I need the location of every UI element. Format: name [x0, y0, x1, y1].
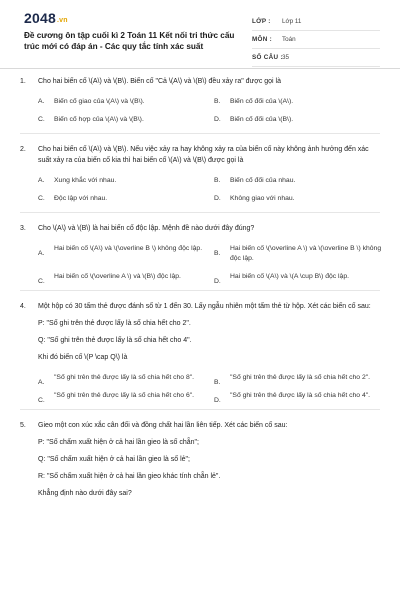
question-stem: Cho \(A\) và \(B\) là hai biến cố độc lập. Mệnh đề nào dưới đây đúng?: [38, 225, 255, 232]
info-label: SỐ CÂU :: [252, 54, 283, 61]
option-text: Không giao với nhau.: [230, 195, 295, 202]
question-3: [0, 223, 400, 285]
option-c[interactable]: [38, 115, 206, 125]
option-letter: C.: [38, 195, 45, 202]
option-letter: C.: [38, 278, 45, 285]
question-4: [0, 301, 400, 404]
question-2: [0, 144, 400, 204]
option-d[interactable]: [214, 194, 382, 204]
question-text: [20, 76, 382, 87]
option-letter: B.: [214, 98, 221, 105]
option-c[interactable]: [38, 391, 206, 404]
option-c[interactable]: [38, 194, 206, 204]
option-letter: B.: [214, 379, 221, 386]
question-stem: Gieo một con xúc xắc cân đối và đồng chất hai lần liên tiếp. Xét các biến cố sau:: [38, 422, 288, 429]
option-text: Biến cố hợp của \(A\) và \(B\).: [54, 116, 144, 123]
question-stem: Cho hai biến cố \(A\) và \(B\). Biến cố "Cả \(A\) và \(B\) đều xảy ra" được gọi là: [38, 78, 282, 85]
page-header: [0, 0, 400, 69]
option-text: Hai biến cố \(A\) và \(\overline B \) không độc lập.: [54, 245, 203, 252]
option-b[interactable]: [214, 97, 382, 107]
question-1: [0, 76, 400, 125]
option-letter: A.: [38, 379, 45, 386]
info-row-question-count: [252, 49, 380, 67]
question-prompt: Khẳng định nào dưới đây sai?: [38, 490, 132, 497]
options: [20, 244, 382, 285]
option-letter: A.: [38, 177, 45, 184]
option-a[interactable]: [38, 373, 206, 386]
info-row-grade: [252, 13, 380, 31]
option-text: "Số ghi trên thẻ được lấy là số chia hết cho 6".: [54, 392, 195, 399]
option-letter: D.: [214, 116, 221, 123]
option-text: "Số ghi trên thẻ được lấy là số chia hết cho 4".: [230, 392, 371, 399]
event-q: Q: "Số chấm xuất hiện ở cả hai lần gieo là số lẻ";: [38, 456, 190, 463]
option-letter: B.: [214, 177, 221, 184]
option-letter: C.: [38, 397, 45, 404]
option-text: Biến cố đối của nhau.: [230, 177, 296, 184]
option-b[interactable]: [214, 373, 382, 386]
question-number: 1.: [20, 78, 26, 85]
question-stem: Một hộp có 30 tấm thẻ được đánh số từ 1 đến 30. Lấy ngẫu nhiên một tấm thẻ từ hộp. Xét các biến cố sau:: [38, 303, 371, 310]
option-d[interactable]: [214, 272, 382, 285]
question-prompt: Khi đó biến cố \(P \cap Q\) là: [38, 354, 128, 361]
option-letter: B.: [214, 250, 221, 257]
option-letter: D.: [214, 397, 221, 404]
option-text: Biến cố giao của \(A\) và \(B\).: [54, 98, 145, 105]
question-number: 2.: [20, 146, 26, 153]
options: [20, 373, 382, 404]
option-text: "Số ghi trên thẻ được lấy là số chia hết cho 2".: [230, 374, 371, 381]
option-text: Biến cố đối của \(A\).: [230, 98, 294, 105]
question-text: [20, 420, 382, 431]
question-stem: Cho hai biến cố \(A\) và \(B\). Nếu việc xảy ra hay không xảy ra của biến cố này không ảnh hưởng đến xác suất xảy ra của biến cố kia thì hai biến cố \(A\) và \(B\) được gọi là: [38, 146, 369, 164]
logo-text: 2048: [24, 10, 56, 26]
question-text: [20, 144, 382, 166]
option-b[interactable]: [214, 244, 382, 264]
option-letter: A.: [38, 98, 45, 105]
info-value: 35: [282, 54, 290, 61]
question-number: 3.: [20, 225, 26, 232]
option-text: Hai biến cố \(A\) và \(A \cup B\) độc lập.: [230, 273, 349, 280]
option-text: Hai biến cố \(\overline A \) và \(\overline B \) không độc lập.: [230, 245, 382, 262]
logo-suffix: .vn: [56, 17, 68, 24]
option-letter: C.: [38, 116, 45, 123]
option-text: "Số ghi trên thẻ được lấy là số chia hết cho 8".: [54, 374, 195, 381]
info-label: LỚP :: [252, 18, 271, 25]
question-5: [0, 420, 400, 499]
event-r: R: "Số chấm xuất hiện ở cả hai lần gieo khác tính chẵn lẻ".: [38, 473, 221, 480]
option-c[interactable]: [38, 272, 206, 285]
option-letter: D.: [214, 195, 221, 202]
options: [20, 176, 382, 204]
document-title: Đề cương ôn tập cuối kì 2 Toán 11 Kết nối tri thức cấu trúc mới có đáp án - Các quy tắc tính xác suất: [24, 31, 235, 51]
question-divider: [20, 409, 380, 410]
question-divider: [20, 290, 380, 291]
site-logo[interactable]: [24, 10, 68, 26]
question-number: 5.: [20, 422, 26, 429]
option-a[interactable]: [38, 176, 206, 186]
option-a[interactable]: [38, 97, 206, 107]
info-value: Lớp 11: [282, 18, 302, 25]
option-text: Hai biến cố \(\overline A \) và \(B\) độc lập.: [54, 273, 181, 280]
event-q: Q: "Số ghi trên thẻ được lấy là số chia hết cho 4".: [38, 337, 192, 344]
question-text: [20, 301, 382, 312]
question-divider: [20, 133, 380, 134]
option-text: Xung khắc với nhau.: [54, 177, 117, 184]
options: [20, 97, 382, 125]
question-number: 4.: [20, 303, 26, 310]
option-a[interactable]: [38, 244, 206, 264]
info-label: MÔN :: [252, 36, 273, 43]
info-value: Toán: [282, 36, 296, 43]
question-text: [20, 223, 382, 234]
event-p: P: "Số chấm xuất hiện ở cả hai lần gieo là số chẵn";: [38, 439, 199, 446]
info-row-subject: [252, 31, 380, 49]
option-letter: D.: [214, 278, 221, 285]
option-text: Độc lập với nhau.: [54, 195, 108, 202]
option-d[interactable]: [214, 391, 382, 404]
option-d[interactable]: [214, 115, 382, 125]
document-info: [252, 13, 380, 67]
option-b[interactable]: [214, 176, 382, 186]
option-letter: A.: [38, 250, 45, 257]
question-divider: [20, 212, 380, 213]
event-p: P: "Số ghi trên thẻ được lấy là số chia hết cho 2".: [38, 320, 191, 327]
option-text: Biến cố đối của \(B\).: [230, 116, 294, 123]
question-list: [0, 76, 400, 499]
